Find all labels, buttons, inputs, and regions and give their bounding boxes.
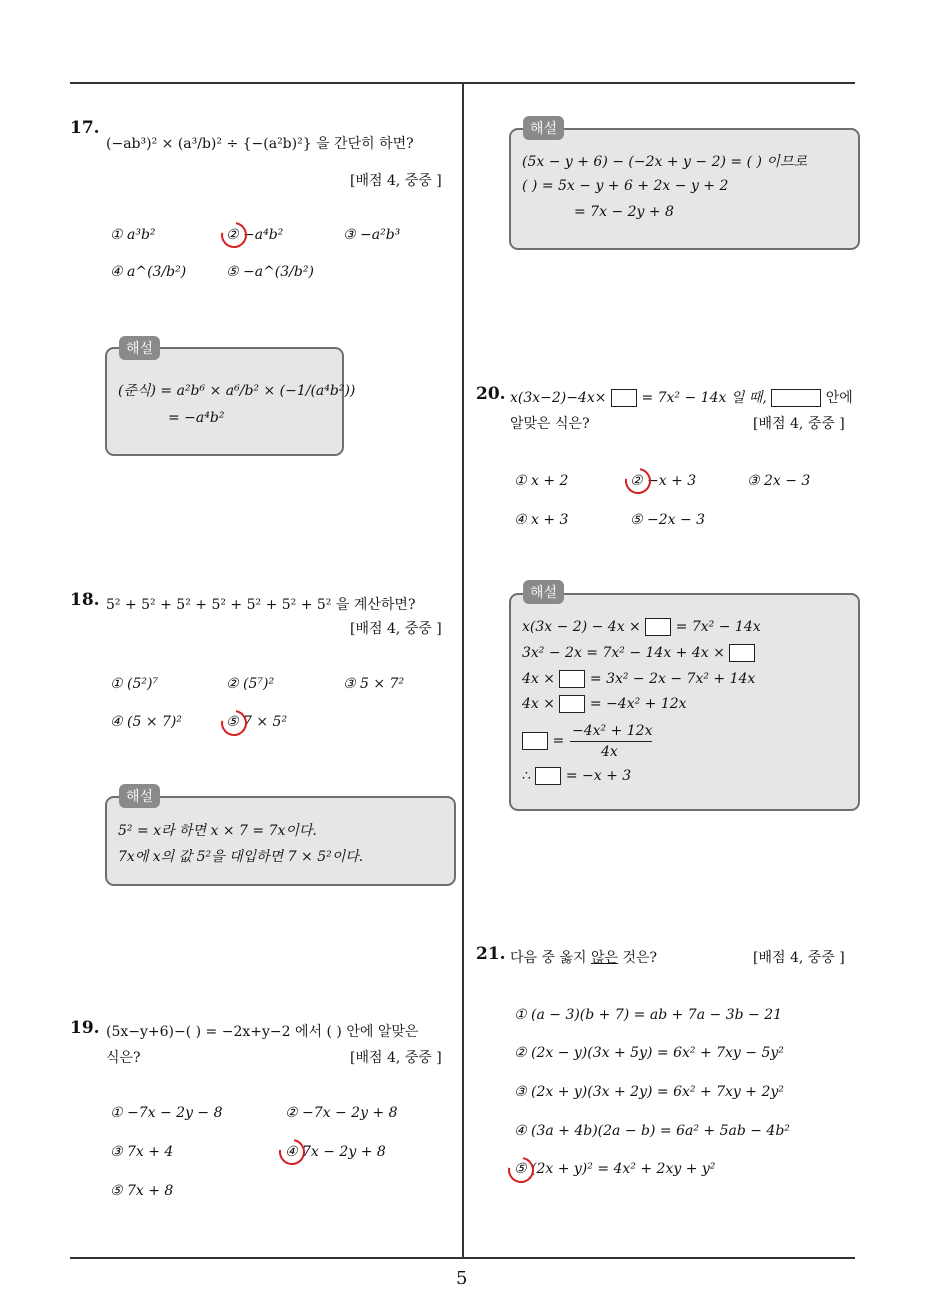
q18-choice-4[interactable]: ④ (5 × 7)² bbox=[110, 714, 182, 730]
question-20-score: [배점 4, 중중 ] bbox=[753, 416, 845, 432]
q20-choice-4[interactable]: ④ x + 3 bbox=[514, 512, 569, 528]
q19-choice-4[interactable]: ④ 7x − 2y + 8 bbox=[285, 1144, 386, 1160]
q20-answer-circle-icon bbox=[620, 463, 656, 499]
q19-choice-2[interactable]: ② −7x − 2y + 8 bbox=[285, 1105, 398, 1121]
q20-choice-3[interactable]: ③ 2x − 3 bbox=[747, 473, 811, 489]
q21-choice-5[interactable]: ⑤ (2x + y)² = 4x² + 2xy + y² bbox=[514, 1161, 716, 1177]
q17-choice-4[interactable]: ④ a^(3/b²) bbox=[110, 264, 187, 280]
q20-sol-1a: x(3x − 2) − 4x × bbox=[522, 619, 641, 635]
question-21-text bbox=[510, 947, 657, 967]
q19-choice-5[interactable]: ⑤ 7x + 8 bbox=[110, 1183, 174, 1199]
q20-sol-fraction-bar bbox=[570, 741, 652, 742]
q18-solution-tag: 해설 bbox=[119, 784, 160, 808]
q20-sol-blank-4 bbox=[559, 695, 585, 713]
question-19-number: 19. bbox=[70, 1018, 100, 1038]
q19-solution-line-1: (5x − y + 6) − (−2x + y − 2) = ( ) 이므로 bbox=[522, 154, 807, 170]
q18-solution-line-1: 5² = x라 하면 x × 7 = 7x이다. bbox=[118, 823, 317, 839]
q17-solution-line-1: (준식) = a²b⁶ × a⁶/b² × (−1/(a⁴b²)) bbox=[118, 383, 356, 399]
q20-sol-4a: 4x × bbox=[522, 696, 555, 712]
question-21-score: [배점 4, 중중 ] bbox=[753, 950, 845, 966]
q20-choice-5[interactable]: ⑤ −2x − 3 bbox=[630, 512, 706, 528]
q20-sol-blank-5 bbox=[522, 732, 548, 750]
q21-answer-circle-icon bbox=[503, 1152, 539, 1188]
question-17-number: 17. bbox=[70, 118, 100, 138]
q20-sol-5-eq: = bbox=[552, 733, 565, 749]
q20-sol-4b: = −4x² + 12x bbox=[589, 696, 687, 712]
q19-solution-line-2: ( ) = 5x − y + 6 + 2x − y + 2 bbox=[522, 178, 729, 194]
q20-solution-tag: 해설 bbox=[523, 580, 564, 604]
q20-sol-blank-1 bbox=[645, 618, 671, 636]
q21-choice-2[interactable]: ② (2x − y)(3x + 5y) = 6x² + 7xy − 5y² bbox=[514, 1045, 784, 1061]
q20-text-mid: = 7x² − 14x 일 때, bbox=[641, 390, 767, 406]
q19-answer-circle-icon bbox=[274, 1134, 310, 1170]
page-number: 5 bbox=[456, 1268, 468, 1289]
q17-solution-line-2: = −a⁴b² bbox=[168, 410, 225, 426]
q18-choice-1[interactable]: ① (5²)⁷ bbox=[110, 676, 159, 692]
q20-solution-row-1 bbox=[522, 618, 761, 636]
q17-solution-tag: 해설 bbox=[119, 336, 160, 360]
question-20-text-line2: 알맞은 식은? bbox=[510, 416, 590, 432]
question-19-text-line2: 식은? bbox=[106, 1050, 141, 1066]
question-19-text-line1: (5x−y+6)−( ) = −2x+y−2 에서 ( ) 안에 알맞은 bbox=[106, 1024, 419, 1040]
question-21-number: 21. bbox=[476, 944, 506, 964]
q21-choice-4[interactable]: ④ (3a + 4b)(2a − b) = 6a² + 5ab − 4b² bbox=[514, 1123, 790, 1139]
q20-text-pre: x(3x−2)−4x× bbox=[510, 390, 607, 406]
q17-choice-1[interactable]: ① a³b² bbox=[110, 227, 156, 243]
q20-solution-row-4 bbox=[522, 695, 687, 713]
question-17-text: (−ab³)² × (a³/b)² ÷ {−(a²b)²} 을 간단히 하면? bbox=[106, 136, 414, 152]
q21-choice-3[interactable]: ③ (2x + y)(3x + 2y) = 6x² + 7xy + 2y² bbox=[514, 1084, 784, 1100]
q20-sol-blank-6 bbox=[535, 767, 561, 785]
q20-sol-fraction-num: −4x² + 12x bbox=[572, 723, 653, 739]
question-18-score: [배점 4, 중중 ] bbox=[350, 621, 442, 637]
q21-text-post: 것은? bbox=[618, 950, 658, 966]
q20-sol-fraction-den: 4x bbox=[601, 744, 618, 760]
q20-blank-box-2 bbox=[771, 389, 821, 407]
q17-solution-box bbox=[105, 347, 344, 456]
q19-solution-line-3: = 7x − 2y + 8 bbox=[574, 204, 674, 220]
q20-choice-1[interactable]: ① x + 2 bbox=[514, 473, 569, 489]
question-18-number: 18. bbox=[70, 590, 100, 610]
q19-choice-1[interactable]: ① −7x − 2y − 8 bbox=[110, 1105, 223, 1121]
q20-blank-box bbox=[611, 389, 637, 407]
q19-choice-3[interactable]: ③ 7x + 4 bbox=[110, 1144, 174, 1160]
question-18-text: 5² + 5² + 5² + 5² + 5² + 5² + 5² 을 계산하면? bbox=[106, 597, 416, 613]
q20-solution-row-5 bbox=[522, 732, 564, 750]
q17-choice-2[interactable]: ② −a⁴b² bbox=[226, 227, 284, 243]
q21-text-underlined: 않은 bbox=[590, 950, 619, 966]
q21-text-pre: 다음 중 옳지 bbox=[510, 950, 591, 966]
q17-choice-5[interactable]: ⑤ −a^(3/b²) bbox=[226, 264, 314, 280]
column-divider bbox=[462, 84, 464, 1258]
q20-sol-3b: = 3x² − 2x − 7x² + 14x bbox=[589, 671, 756, 687]
q20-solution-row-3 bbox=[522, 670, 755, 688]
q20-sol-1b: = 7x² − 14x bbox=[675, 619, 761, 635]
q19-solution-tag: 해설 bbox=[523, 116, 564, 140]
question-17-score: [배점 4, 중중 ] bbox=[350, 173, 442, 189]
q20-text-post: 안에 bbox=[825, 390, 853, 406]
q20-sol-6b: = −x + 3 bbox=[565, 768, 632, 784]
q18-choice-2[interactable]: ② (5⁷)² bbox=[226, 676, 275, 692]
q20-choice-2[interactable]: ② −x + 3 bbox=[630, 473, 697, 489]
q20-sol-blank-3 bbox=[559, 670, 585, 688]
q18-answer-circle-icon bbox=[216, 705, 252, 741]
q17-choice-3[interactable]: ③ −a²b³ bbox=[343, 227, 401, 243]
q18-choice-3[interactable]: ③ 5 × 7² bbox=[343, 676, 405, 692]
q20-sol-2a: 3x² − 2x = 7x² − 14x + 4x × bbox=[522, 645, 725, 661]
q20-sol-6a: ∴ bbox=[522, 768, 531, 784]
q20-solution-row-6 bbox=[522, 767, 631, 785]
q18-solution-box bbox=[105, 796, 456, 886]
question-19-score: [배점 4, 중중 ] bbox=[350, 1050, 442, 1066]
question-20-text bbox=[510, 387, 853, 407]
q20-sol-3a: 4x × bbox=[522, 671, 555, 687]
q20-sol-blank-2 bbox=[729, 644, 755, 662]
q18-choice-5[interactable]: ⑤ 7 × 5² bbox=[226, 714, 288, 730]
q18-solution-line-2: 7x에 x의 값 5²을 대입하면 7 × 5²이다. bbox=[118, 849, 364, 865]
q17-answer-circle-icon bbox=[216, 217, 252, 253]
question-20-number: 20. bbox=[476, 384, 506, 404]
q21-choice-1[interactable]: ① (a − 3)(b + 7) = ab + 7a − 3b − 21 bbox=[514, 1007, 783, 1023]
q20-solution-row-2 bbox=[522, 644, 755, 662]
